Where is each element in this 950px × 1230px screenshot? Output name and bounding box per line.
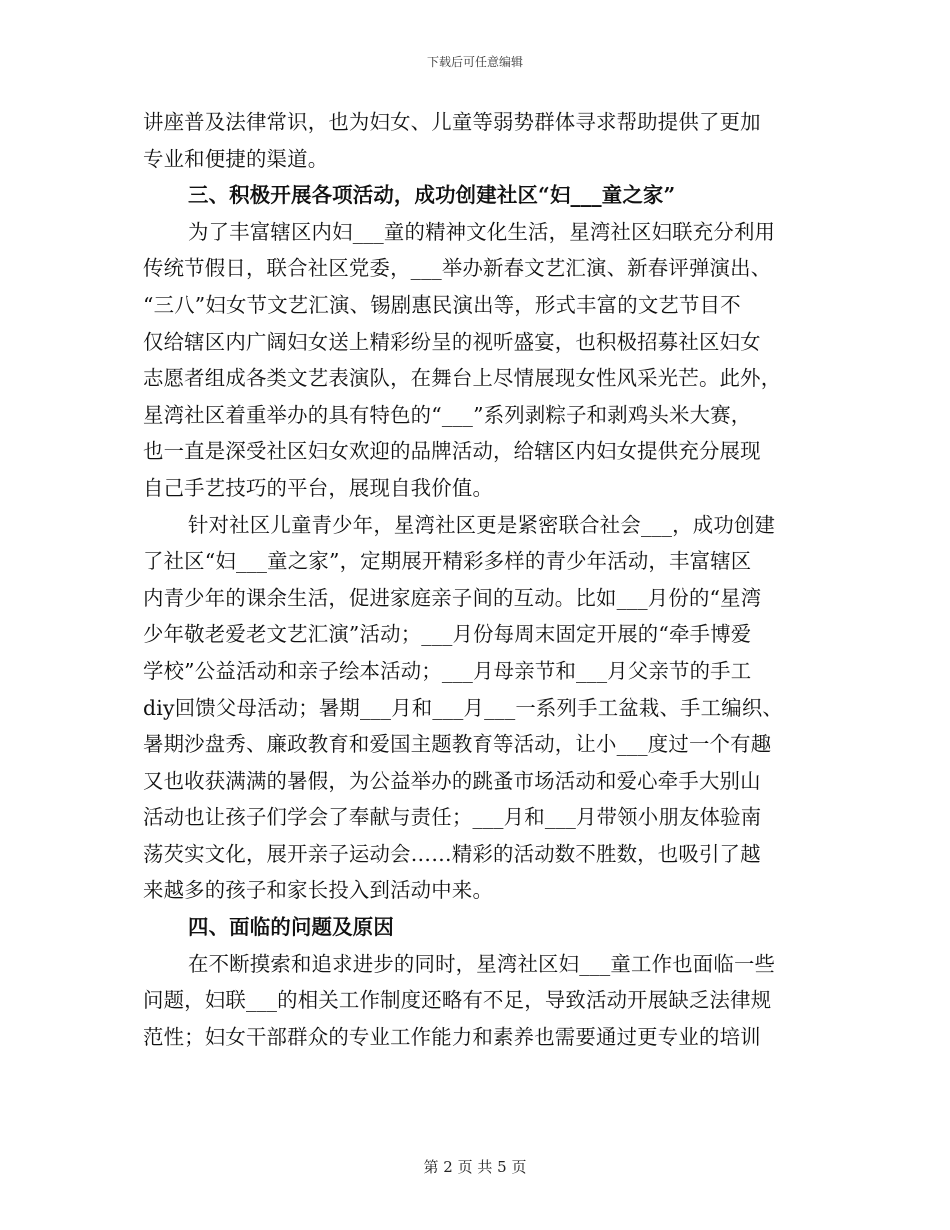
- paragraph-line: 来越多的孩子和家长投入到活动中来。: [143, 878, 494, 903]
- paragraph-line: 讲座普及法律常识，也为妇女、儿童等弱势群体寻求帮助提供了更加: [143, 110, 761, 134]
- paragraph-line: 星湾社区着重举办的具有特色的“___”系列剥粽子和剥鸡头米大赛，: [143, 402, 752, 427]
- paragraph-line: 少年敬老爱老文艺汇演”活动；___月份每周末固定开展的“牵手博爱: [143, 622, 752, 647]
- paragraph-line: 传统节假日，联合社区党委，___举办新春文艺汇演、新春评弹演出、: [143, 256, 772, 281]
- paragraph-line: 专业和便捷的渠道。: [143, 146, 329, 171]
- paragraph-line: 又也收获满满的暑假，为公益举办的跳蚤市场活动和爱心牵手大别山: [143, 768, 761, 793]
- paragraph-line: 志愿者组成各类文艺表演队，在舞台上尽情展现女性风采光芒。此外，: [143, 366, 782, 391]
- paragraph-line: 了社区“妇___童之家”，定期展开精彩多样的青少年活动，丰富辖区: [143, 549, 752, 574]
- page-footer-number: 第 2 页 共 5 页: [423, 1158, 527, 1176]
- paragraph-line: 为了丰富辖区内妇___童的精神文化生活，星湾社区妇联充分利用: [188, 219, 776, 244]
- paragraph-line: 仅给辖区内广阔妇女送上精彩纷呈的视听盛宴，也积极招募社区妇女: [143, 329, 761, 354]
- paragraph-line: 自己手艺技巧的平台，展现自我价值。: [143, 475, 494, 500]
- paragraph-line: 在不断摸索和追求进步的同时，星湾社区妇___童工作也面临一些: [188, 951, 776, 976]
- paragraph-line: 暑期沙盘秀、廉政教育和爱国主题教育等活动，让小___度过一个有趣: [143, 732, 772, 757]
- paragraph-line: 针对社区儿童青少年，星湾社区更是紧密联合社会___，成功创建: [188, 512, 776, 537]
- paragraph-line: “三八”妇女节文艺汇演、锡剧惠民演出等，形式丰富的文艺节目不: [143, 292, 741, 317]
- paragraph-line: 活动也让孩子们学会了奉献与责任；___月和___月带领小朋友体验南: [143, 805, 762, 830]
- paragraph-line: 范性；妇女干部群众的专业工作能力和素养也需要通过更专业的培训: [143, 1024, 761, 1049]
- document-body: [143, 104, 808, 1055]
- paragraph-line: 也一直是深受社区妇女欢迎的品牌活动，给辖区内妇女提供充分展现: [143, 439, 761, 464]
- paragraph-line: 荡芡实文化，展开亲子运动会……精彩的活动数不胜数，也吸引了越: [143, 841, 761, 866]
- page-header-note: 下载后可任意编辑: [426, 55, 523, 69]
- paragraph-line: 学校”公益活动和亲子绘本活动；___月母亲节和___月父亲节的手工: [143, 658, 752, 683]
- section-heading: 四、面临的问题及原因: [188, 915, 394, 940]
- paragraph-line: 内青少年的课余生活，促进家庭亲子间的互动。比如___月份的“星湾: [143, 585, 762, 610]
- paragraph-line: 问题，妇联___的相关工作制度还略有不足，导致活动开展缺乏法律规: [143, 988, 772, 1013]
- section-heading: 三、积极开展各项活动，成功创建社区“妇___童之家”: [188, 183, 676, 208]
- paragraph-line: diy回馈父母活动；暑期___月和___月___一系列手工盆栽、手工编织、: [143, 695, 784, 720]
